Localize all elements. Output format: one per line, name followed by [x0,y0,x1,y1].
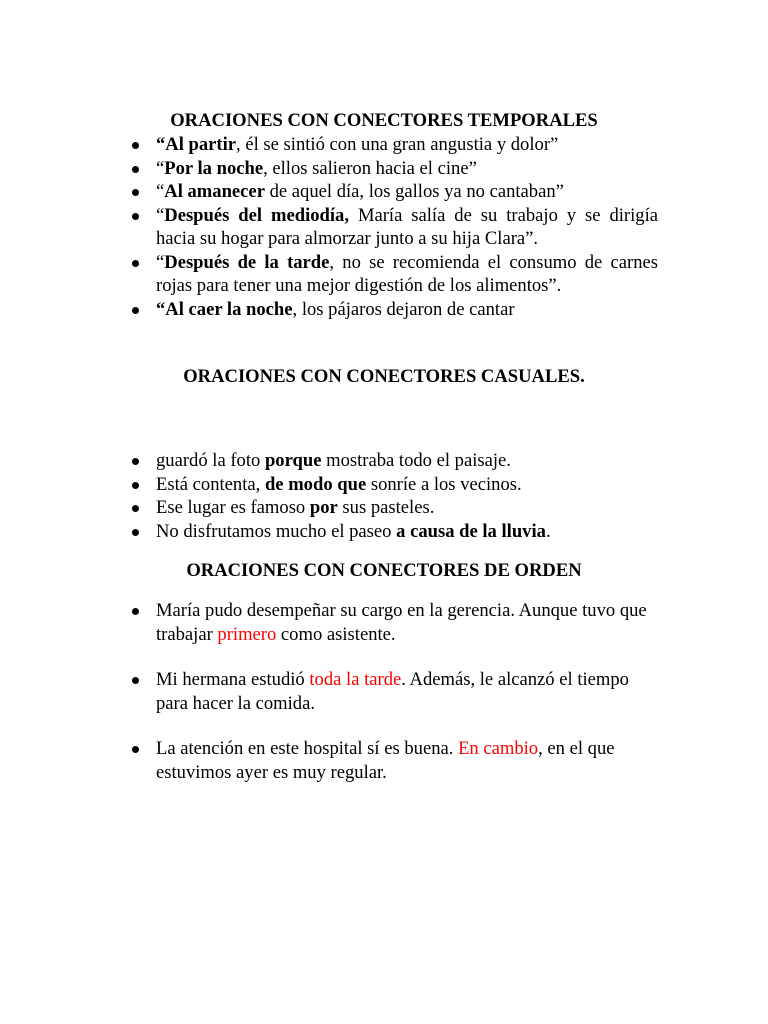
bold-connector: Al amanecer [164,181,265,202]
text-fragment: La atención en este hospital sí es buena. [156,738,459,759]
text-fragment: . [545,520,551,542]
bold-connector: a causa de la lluvia [396,520,546,542]
bold-connector: por [309,497,338,518]
list-item [156,473,658,497]
bold-connector: Después de la tarde [164,251,330,273]
text-fragment: mostraba todo el paisaje. [321,450,511,471]
text-fragment: de aquel día, los gallos ya no cantaban” [264,181,564,202]
list-item [156,204,658,251]
bullet-icon [132,142,139,149]
sentence-text [156,521,551,542]
bullet-icon [132,166,139,173]
bullet-icon [132,677,139,684]
bullet-icon [132,482,139,489]
text-fragment: , él se sintió con una gran angustia y dolor” [236,134,559,155]
text-fragment: , ellos salieron hacia el cine” [263,157,477,179]
text-fragment: “ [156,251,165,273]
sentence-text [156,181,564,202]
text-fragment: María pudo desempeñar su cargo en la gerencia. Aunque tuvo que trabajar [156,600,647,645]
sentence-text [156,669,629,714]
text-fragment: Mi hermana estudió [156,669,310,690]
list-item [156,449,658,473]
text-fragment: Ese lugar es famoso [156,497,310,518]
list-item [156,737,658,784]
highlighted-connector: primero [217,623,277,645]
sentence-text [156,205,658,250]
sentence-text [156,299,515,320]
sentence-text [156,158,477,179]
bold-connector: porque [264,450,322,471]
sentence-text [156,252,658,297]
bold-connector: “Al partir [156,134,237,155]
bullet-icon [132,529,139,536]
bullet-icon [132,746,139,753]
text-fragment: María salía de su trabajo y se dirigía hacia su hogar para almorzar junto a su hija Clara”. [156,204,658,249]
sentence-text [156,134,558,155]
text-fragment: , en el que estuvimos ayer es muy regular. [156,738,615,783]
highlighted-connector: En cambio [458,738,539,759]
list-item [156,496,658,520]
text-fragment: como asistente. [276,623,396,645]
sentence-text [156,600,647,645]
bullet-icon [132,307,139,314]
bullet-icon [132,458,139,465]
bullet-icon [132,260,139,267]
heading-temporales: ORACIONES CON CONECTORES TEMPORALES [170,110,598,131]
heading-casuales: ORACIONES CON CONECTORES CASUALES. [183,366,585,387]
bold-connector: Por la noche [164,157,264,179]
bullet-icon [132,608,139,615]
sentence-text [156,497,434,518]
heading-orden: ORACIONES CON CONECTORES DE ORDEN [186,560,582,581]
list-item [156,599,658,646]
text-fragment: “ [156,204,165,226]
text-fragment: Está contenta, [156,473,265,495]
list-item [156,251,658,298]
list-item [156,668,658,715]
list-orden [156,599,658,784]
text-fragment: . Además, le alcanzó el tiempo para hacer la comida. [156,669,629,714]
text-fragment: , no se recomienda el consumo de carnes rojas para tener una mejor digestión de los alimentos”. [156,251,658,296]
text-fragment: guardó la foto [156,450,265,471]
text-fragment: sonríe a los vecinos. [366,473,522,495]
text-fragment: “ [156,181,165,202]
bullet-icon [132,505,139,512]
text-fragment: “ [156,157,165,179]
sentence-text [156,450,511,471]
sentence-text [156,738,615,783]
list-casuales [156,449,658,543]
sentence-text [156,474,522,495]
bold-connector: Después del mediodía, [164,204,349,226]
bold-connector: de modo que [264,473,367,495]
list-item [156,298,658,322]
bold-connector: “Al caer la noche [156,298,293,320]
list-item [156,520,658,544]
list-temporales [156,133,658,321]
list-item [156,157,658,181]
highlighted-connector: toda la tarde [309,669,402,690]
text-fragment: , los pájaros dejaron de cantar [292,298,515,320]
text-fragment: sus pasteles. [337,497,435,518]
list-item [156,133,658,157]
list-item [156,180,658,204]
bullet-icon [132,189,139,196]
text-fragment: No disfrutamos mucho el paseo [156,520,397,542]
bullet-icon [132,213,139,220]
